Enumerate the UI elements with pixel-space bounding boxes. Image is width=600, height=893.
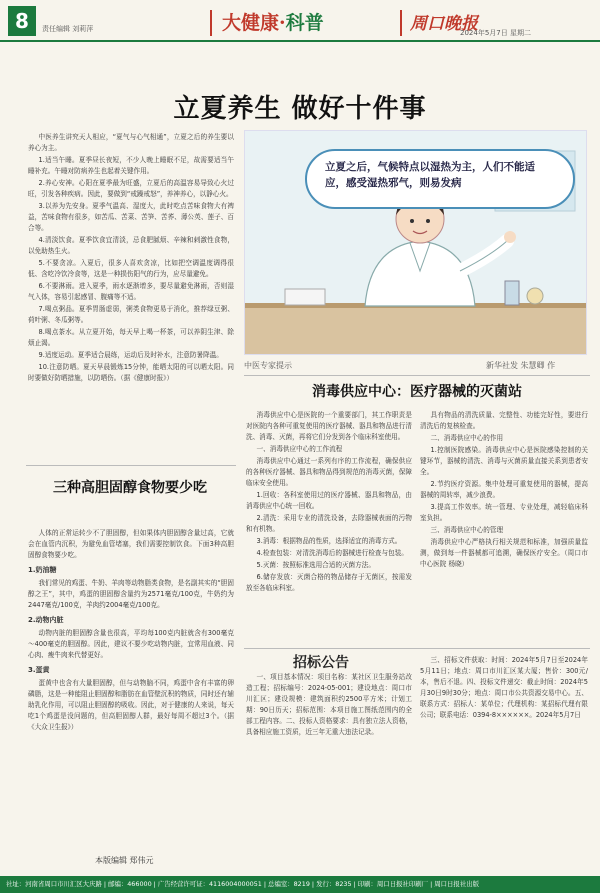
article3-para: 5.灭菌：按照标准选用合适的灭菌方法。 xyxy=(256,561,375,569)
article1-para: 8.喝点茶水。从立夏开始，每天早上喝一杯茶，可以养阴生津、除烦止渴。 xyxy=(28,328,234,347)
article1-para: 5.不要贪凉。入夏后，很多人喜欢贪凉，比如把空调温度调得很低、含吃冷饮冷食等，这是一种损伤阳气的行为，应尽量避免。 xyxy=(28,259,234,278)
article2-section-label: 3.蛋黄 xyxy=(28,666,50,674)
column-title-main: 大健康 xyxy=(222,12,280,34)
article3-para: 6.储存发放：灭菌合格的物品储存于无菌区，按需发放至各临床科室。 xyxy=(246,573,412,592)
article3-para: 2.清洗：采用专业的清洗设备，去除器械表面的污物和有机物。 xyxy=(246,514,412,533)
article1-para: 1.适当午睡。夏季昼长夜短，不少人晚上睡眠不足，故需要适当午睡补充。午睡对防病养生也起着关键作用。 xyxy=(28,156,234,175)
article1-para: 7.喝点粥品。夏季胃肠虚弱，粥类食物更易于消化，推荐绿豆粥、荷叶粥、冬瓜粥等。 xyxy=(28,305,234,324)
article2-section-text: 蛋黄中也含有大量胆固醇，但与动物脑不同，鸡蛋中含有丰富的卵磷脂，这是一种能阻止胆固醇和脂肪在血管壁沉积的物质，同时还有辅助乳化作用，可以阻止胆固醇的吸收。因此，对于健康的人来说，每天吃1个鸡蛋是没问题的，但高胆固醇人群，最好每周不超过3个。（据《大众卫生报》） xyxy=(28,679,234,731)
article3-para: 三、消毒供应中心的管理 xyxy=(430,526,504,534)
article3-para: 1.回收：各科室使用过的医疗器械、器具和物品，由消毒供应中心统一回收。 xyxy=(246,491,412,510)
divider xyxy=(244,648,590,649)
footer-bar: 社址：河南省周口市川汇区大庆路 | 邮编：466000 | 广告经营许可证：4116004000051 | 总编室：8219 | 发行：8235 | 印刷：周口日报社印刷厂 | 周口日报社出版 xyxy=(0,876,600,893)
main-headline: 立夏养生 做好十件事 xyxy=(173,94,427,124)
header-rule xyxy=(0,40,600,42)
date-line: 2024年5月7日 星期二 xyxy=(460,29,531,37)
column-title-dot: · xyxy=(279,12,286,34)
article2-title: 三种高胆固醇食物要少吃 xyxy=(53,480,207,496)
article1-para: 4.清淡饮食。夏季饮食宜清淡，忌食肥腻烦、辛辣和刺激性食物，以免助热生火。 xyxy=(28,236,234,255)
tender-text: 一、项目基本情况：项目名称：某社区卫生服务站改造工程；招标编号：2024-05-001；建设地点：周口市川汇区；建设规模：建筑面积约2500平方米；计划工期：90日历天；招标范围：本项目施工图纸范围内的全部工程内容。二、投标人资格要求：具有独立法人资格，具备相应施工资质，近三年无重大违法记录。 xyxy=(246,673,412,736)
article3-para: 2.节约医疗资源。集中处理可重复使用的器械，提高器械的周转率，减少浪费。 xyxy=(420,480,588,499)
article2-intro: 人体的正常运转少不了胆固醇，但如果体内胆固醇含量过高，它就会在血管内沉积，为避免血管堵塞，我们需要控制饮食。下面3种高胆固醇食物要少吃。 xyxy=(28,529,234,559)
article1-para: 9.适度运动。夏季适合晨练，运动后及时补水，注意防暑降温。 xyxy=(38,351,223,359)
article3-col2 xyxy=(420,410,588,642)
article2-section-text: 动物内脏的胆固醇含量也很高，平均每100克内脏就含有300毫克～400毫克的胆固醇。因此，建议不要少吃动物内脏，宜常用血液、同心肉、瘦牛肉来代替更好。 xyxy=(28,629,234,659)
tender-col1 xyxy=(246,672,412,868)
tender-text: 三、招标文件获取：时间：2024年5月7日至2024年5月11日；地点：周口市川汇区某大厦；售价：300元/本，售后不退。四、投标文件递交：截止时间：2024年5月30日9时30分；地点：周口市公共资源交易中心。五、联系方式：招标人：某单位；代理机构：某招标代理有限公司；联系电话：0394-8××××××。2024年5月7日 xyxy=(420,656,588,719)
column-title-sub: 科普 xyxy=(285,12,324,34)
article3-para: 消毒供应中心是医院的一个重要部门，其工作职责是对医院内各种可重复使用的医疗器械、器具和物品进行清洗、消毒、灭菌，再将它们分发到各个临床科室使用。 xyxy=(246,411,412,441)
paper-name: 周口晚报 xyxy=(410,14,478,34)
tender-col2 xyxy=(420,655,588,868)
column-title xyxy=(222,8,324,35)
article1-body xyxy=(28,132,234,452)
speech-bubble: 立夏之后，气候特点以湿热为主，人们不能适应，感受湿热邪气，则易发病 xyxy=(305,149,575,209)
divider xyxy=(244,375,590,376)
article1-para: 2.养心安神。心阳在夏季最为旺盛，立夏后的高温容易导致心火过旺，引发各种疾病。因此，要做到“戒躁戒怒”，养神养心，以静心火。 xyxy=(28,179,234,198)
title-divider-2 xyxy=(400,10,402,36)
tender-title: 招标公告 xyxy=(293,655,349,671)
illustration-caption-left: 中医专家提示 xyxy=(244,361,292,370)
article3-para: 3.提高工作效率。统一管理、专业处理，减轻临床科室负担。 xyxy=(420,503,588,522)
article2-body xyxy=(28,528,234,818)
article2-section-label: 1.奶油糖 xyxy=(28,566,57,574)
article1-para: 6.不要淋雨。进入夏季，雨水逐渐增多，要尽量避免淋雨，否则湿气入体，容易引起感冒、腹痛等不适。 xyxy=(28,282,234,301)
article3-col1 xyxy=(246,410,412,642)
article3-para: 二、消毒供应中心的作用 xyxy=(430,434,504,442)
illustration-credit: 新华社发 朱慧卿 作 xyxy=(486,361,556,370)
article2-section-text: 我们常见的鸡蛋、牛奶、羊肉等动物脂类食物，是名副其实的“胆固醇之王”，其中，鸡蛋的胆固醇含量约为2571毫克/100克，牛奶约为2447毫克/100克，羊肉约2004毫克/100克。 xyxy=(28,579,234,609)
article1-para: 3.以养为先安身。夏季气温高、湿度大，此时吃点苦味食物大有裨益，苦味食物有很多，如苦瓜、苦菜、苦笋、苦荞、薄公英、莲子、百合等。 xyxy=(28,202,234,232)
article2-section-label: 2.动物内脏 xyxy=(28,616,64,624)
article3-para: 一、消毒供应中心的工作流程 xyxy=(256,445,343,453)
article3-para: 消毒供应中心通过一系列有序的工作流程，确保供应的各种医疗器械、器具和物品得到规范的消毒灭菌，保障临床安全使用。 xyxy=(246,457,412,487)
title-divider xyxy=(210,10,212,36)
illustration xyxy=(244,130,587,355)
editor-meta: 责任编辑 刘莉萍 xyxy=(42,25,94,33)
article1-intro: 中医养生讲究天人相应，“夏气与心气相通”，立夏之后的养生要以养心为主。 xyxy=(28,133,234,152)
article3-title: 消毒供应中心：医疗器械的灭菌站 xyxy=(312,384,522,400)
divider xyxy=(26,465,236,466)
article3-para: 1.控制医院感染。消毒供应中心是医院感染控制的关键环节，器械的清洗、消毒与灭菌质量直接关系到患者安全。 xyxy=(420,446,588,476)
article1-para: 10.注意防晒。夏天早晨锻炼15分钟，能晒太阳的可以晒太阳。同时要做好防晒措施，以防晒伤。（据《健康时报》） xyxy=(28,363,234,382)
page-number: 8 xyxy=(8,6,36,36)
page-editor: 本版编辑 郑伟元 xyxy=(95,856,154,865)
article3-para: 3.消毒：根据物品的性质，选择适宜的消毒方式。 xyxy=(256,537,402,545)
article3-para: 具有物品的清洗质量、完整性、功能完好性，要进行清洗后的复核检查。 xyxy=(420,411,588,430)
article3-para: 4.检查包装：对清洗消毒后的器械进行检查与包装。 xyxy=(256,549,408,557)
article3-para: 消毒供应中心严格执行相关规范和标准，加强质量监测，做到每一件器械都可追溯，确保医疗安全。（周口市中心医院 杨晓） xyxy=(420,538,588,568)
